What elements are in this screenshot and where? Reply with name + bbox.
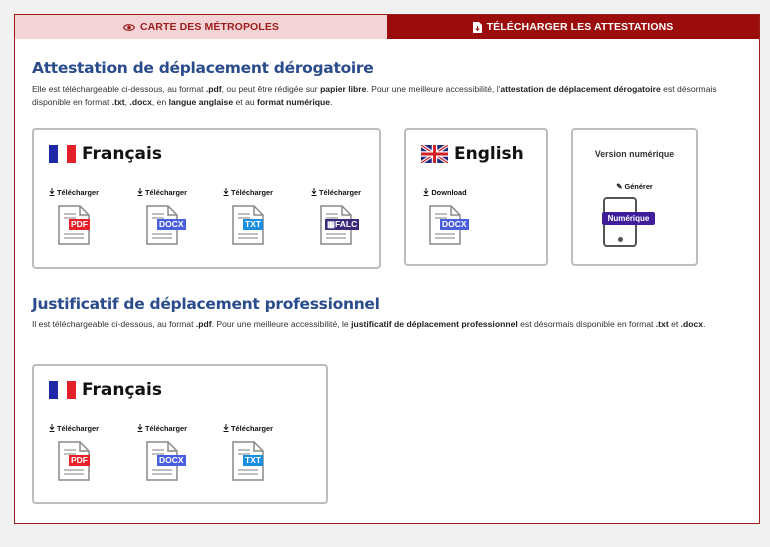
pdf-file-icon — [58, 441, 90, 481]
download-english-docx-button[interactable]: Download DOCX — [415, 187, 475, 245]
download-docx-button[interactable]: Télécharger DOCX — [132, 187, 192, 245]
download-icon — [49, 188, 55, 196]
justificatif-intro: Il est téléchargeable ci-dessous, au format .pdf. Pour une meilleure accessibilité, le justificatif de déplacement professionnel est désormais disponible en format .txt et .docx. — [32, 319, 706, 329]
easy-read-icon: ▦ — [327, 219, 336, 229]
download-falc-button[interactable]: Télécharger ▦FALC — [306, 187, 366, 245]
language-heading: Français — [49, 144, 162, 164]
card-version-numerique — [571, 128, 698, 266]
attestation-title: Attestation de déplacement dérogatoire — [32, 59, 374, 77]
txt-file-icon — [232, 205, 264, 245]
docx-badge: DOCX — [159, 455, 184, 465]
generer-button[interactable]: ✎ Générer — [616, 182, 653, 191]
falc-badge: ▦FALC — [327, 219, 358, 229]
tab-bar — [15, 15, 759, 39]
download-justificatif-pdf-button[interactable]: Télécharger PDF — [44, 423, 104, 481]
tab-telecharger-label: TÉLÉCHARGER LES ATTESTATIONS — [486, 21, 674, 33]
download-justificatif-docx-button[interactable]: Télécharger DOCX — [132, 423, 192, 481]
language-heading: English — [421, 144, 524, 164]
version-numerique-title: Version numérique — [594, 149, 675, 159]
eye-icon — [123, 23, 135, 32]
tab-telecharger-attestations[interactable] — [387, 15, 759, 39]
txt-badge: TXT — [245, 219, 262, 229]
download-txt-button[interactable]: Télécharger TXT — [218, 187, 278, 245]
card-attestation-francais — [32, 128, 381, 269]
download-justificatif-txt-button[interactable]: Télécharger TXT — [218, 423, 278, 481]
justificatif-title: Justificatif de déplacement professionnel — [32, 295, 380, 313]
language-heading: Français — [49, 380, 162, 400]
french-flag-icon — [49, 381, 76, 399]
docx-badge: DOCX — [442, 219, 467, 229]
numerique-badge[interactable]: Numérique — [602, 212, 655, 225]
download-icon — [311, 188, 317, 196]
download-icon — [223, 424, 229, 432]
download-icon — [223, 188, 229, 196]
attestations-panel — [14, 14, 760, 524]
file-download-icon — [473, 22, 482, 33]
download-icon — [49, 424, 55, 432]
tab-carte-label: CARTE DES MÉTROPOLES — [139, 21, 280, 33]
tab-carte-metropoles[interactable] — [15, 15, 387, 39]
download-icon — [137, 188, 143, 196]
download-icon — [423, 188, 429, 196]
txt-badge: TXT — [245, 455, 262, 465]
french-flag-icon — [49, 145, 76, 163]
download-icon — [137, 424, 143, 432]
card-attestation-english — [404, 128, 548, 266]
download-pdf-button[interactable]: Télécharger PDF — [44, 187, 104, 245]
card-justificatif-francais — [32, 364, 328, 504]
pdf-badge: PDF — [71, 219, 88, 229]
pdf-badge: PDF — [71, 455, 88, 465]
attestation-intro: Elle est téléchargeable ci-dessous, au format .pdf, ou peut être rédigée sur papier libre. Pour une meilleure accessibilité, l'attestation de déplacement dérogatoire est désormais disponible en format .txt, .docx, en langue anglaise et au format numérique. — [32, 84, 717, 107]
uk-flag-icon — [421, 145, 448, 163]
docx-badge: DOCX — [159, 219, 184, 229]
txt-file-icon — [232, 441, 264, 481]
pdf-file-icon — [58, 205, 90, 245]
edit-icon: ✎ — [616, 182, 623, 191]
